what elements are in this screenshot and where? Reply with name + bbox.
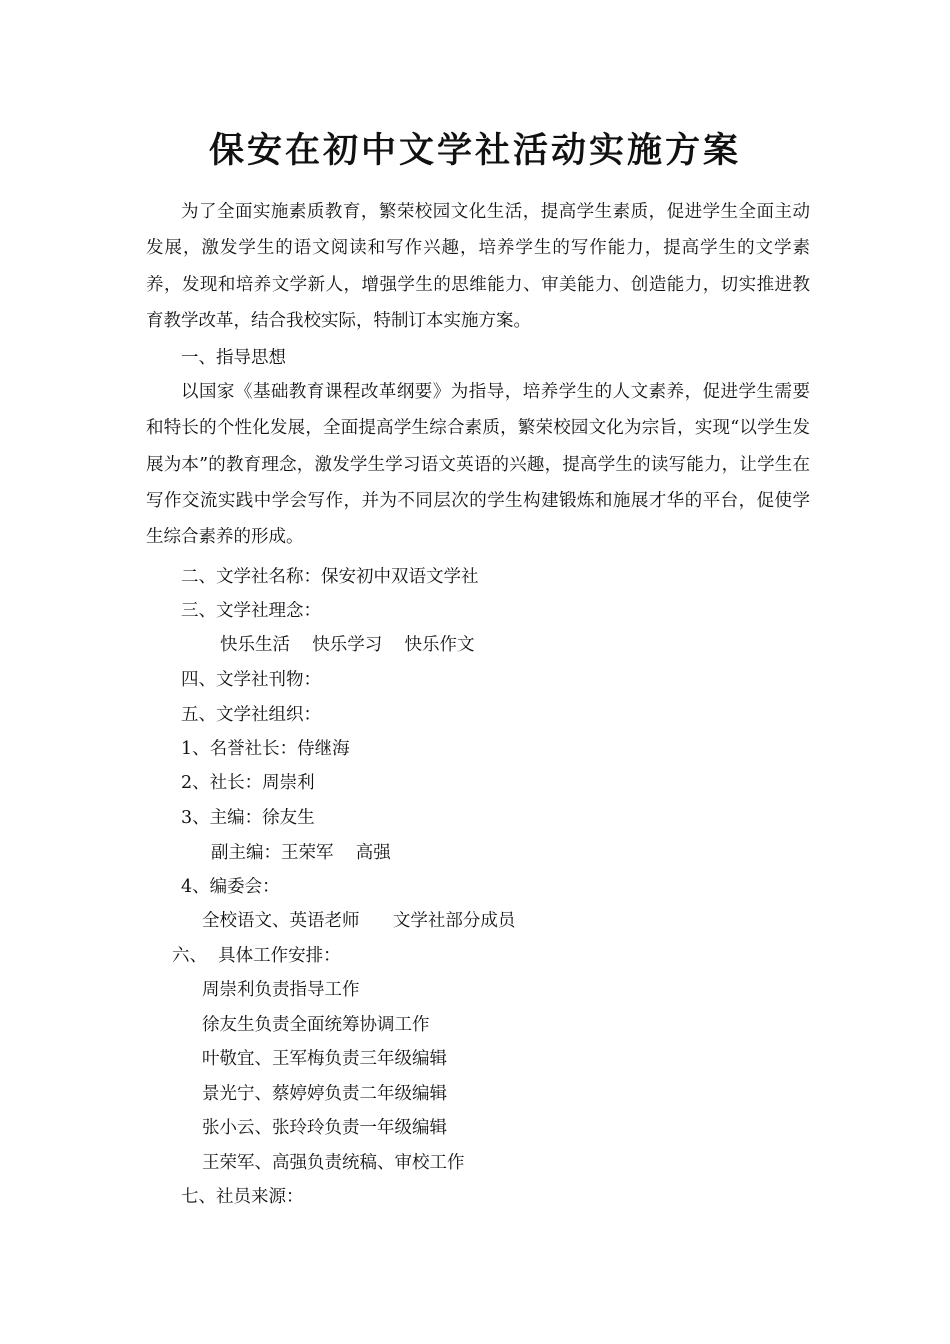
- task-item: 徐友生负责全面统筹协调工作: [202, 1015, 430, 1035]
- org-item: 1、名誉社长：侍继海: [181, 739, 350, 759]
- org-item: 4、编委会：: [181, 877, 280, 897]
- section-5-heading: 五、文学社组织：: [181, 705, 321, 725]
- section-4-heading: 四、文学社刊物：: [181, 670, 321, 690]
- task-item: 周崇利负责指导工作: [202, 980, 360, 1000]
- task-item: 叶敬宜、王军梅负责三年级编辑: [202, 1049, 447, 1069]
- section-7-heading: 七、社员来源：: [181, 1187, 304, 1207]
- section-6-heading: 六、 具体工作安排：: [172, 946, 341, 966]
- task-item: 王荣军、高强负责统稿、审校工作: [202, 1153, 465, 1173]
- org-item: 3、主编：徐友生: [181, 808, 315, 828]
- intro-paragraph: 为了全面实施素质教育，繁荣校园文化生活，提高学生素质，促进学生全面主动发展，激发学生的语文阅读和写作兴趣，培养学生的写作能力，提高学生的文学素养，发现和培养文学新人，增强学生的思维能力、审美能力、创造能力，切实推进教育教学改革，结合我校实际，特制订本实施方案。: [146, 202, 810, 331]
- section-1-body: 以国家《基础教育课程改革纲要》为指导，培养学生的人文素养，促进学生需要和特长的个性化发展，全面提高学生综合素质，繁荣校园文化为宗旨，实现“以学生发展为本”的教育理念，激发学生学习语文英语的兴趣，提高学生的读写能力，让学生在写作交流实践中学会写作，并为不同层次的学生构建锻炼和施展才华的平台，促使学生综合素养的形成。: [146, 382, 810, 548]
- task-item: 张小云、张玲玲负责一年级编辑: [202, 1118, 447, 1138]
- section-1-heading: 一、指导思想: [181, 348, 286, 368]
- section-3-motto: 快乐生活 快乐学习 快乐作文: [220, 635, 475, 655]
- section-2-name: 二、文学社名称：保安初中双语文学社: [181, 567, 479, 587]
- org-item: 副主编：王荣军 高强: [211, 843, 391, 863]
- task-item: 景光宁、蔡婷婷负责二年级编辑: [202, 1084, 447, 1104]
- org-item: 2、社长：周崇利: [181, 773, 315, 793]
- section-3-heading: 三、文学社理念：: [181, 601, 321, 621]
- document-title: 保安在初中文学社活动实施方案: [208, 130, 741, 171]
- org-item: 全校语文、英语老师 文学社部分成员: [202, 911, 516, 931]
